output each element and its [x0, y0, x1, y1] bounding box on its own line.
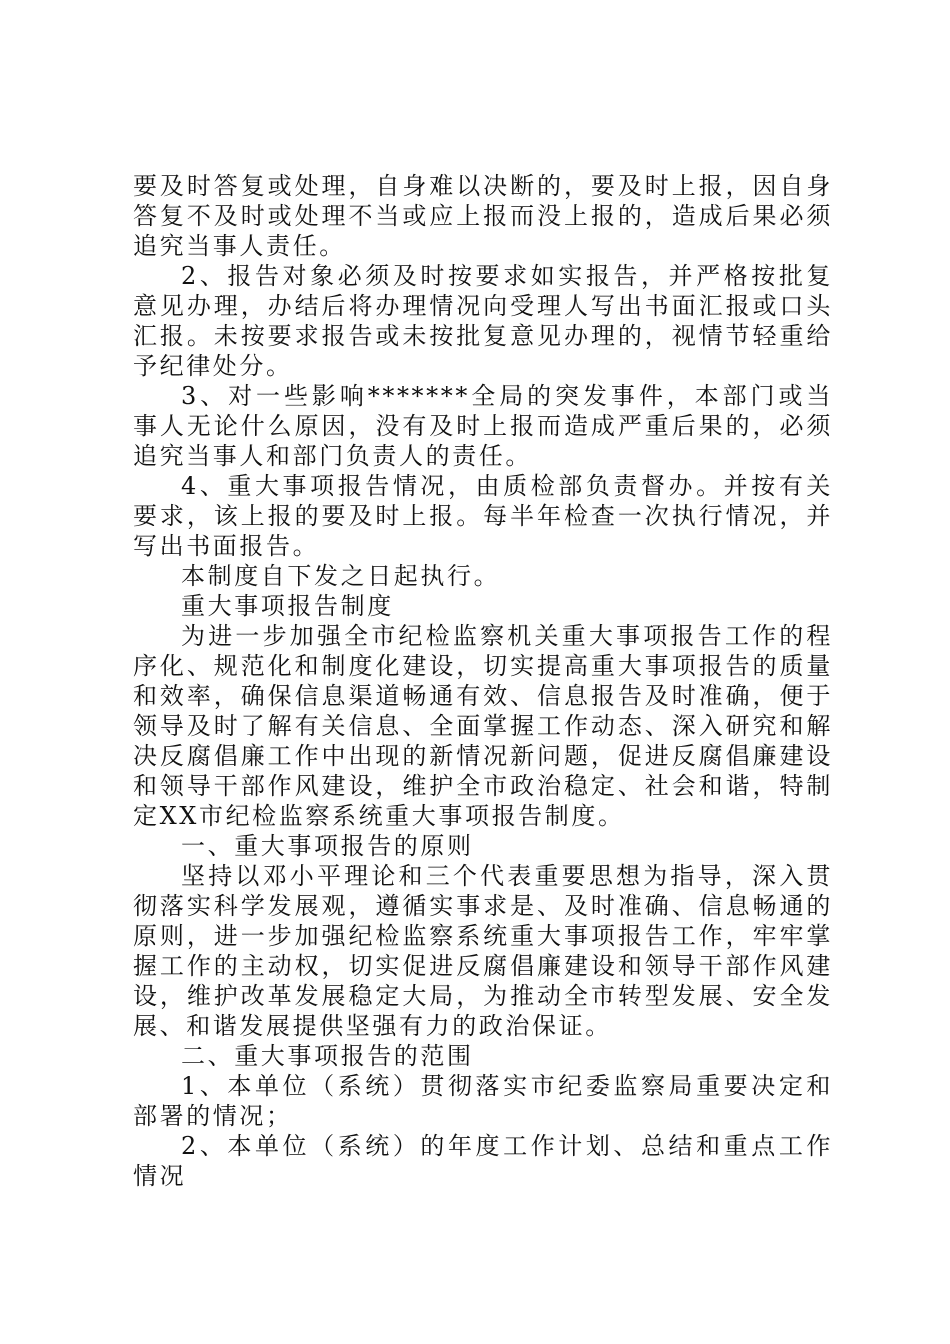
paragraph-scope-item-1: 1、本单位（系统）贯彻落实市纪委监察局重要决定和部署的情况； [133, 1072, 833, 1130]
paragraph-intro: 为进一步加强全市纪检监察机关重大事项报告工作的程序化、规范化和制度化建设，切实提高重大事项报告的质量和效率，确保信息渠道畅通有效、信息报告及时准确，便于领导及时了解有关信息、全面掌握工作动态、深入研究和解决反腐倡廉工作中出现的新情况新问题，促进反腐倡廉建设和领导干部作风建设，维护全市政治稳定、社会和谐，特制定XX市纪检监察系统重大事项报告制度。 [133, 622, 833, 830]
paragraph-continuation: 要及时答复或处理，自身难以决断的，要及时上报，因自身答复不及时或处理不当或应上报而没上报的，造成后果必须追究当事人责任。 [133, 172, 833, 260]
paragraph-item-4: 4、重大事项报告情况，由质检部负责督办。并按有关要求，该上报的要及时上报。每半年检查一次执行情况，并写出书面报告。 [133, 472, 833, 560]
paragraph-scope-item-2: 2、本单位（系统）的年度工作计划、总结和重点工作情况 [133, 1132, 833, 1190]
section-title: 重大事项报告制度 [181, 592, 394, 620]
heading-principles: 一、重大事项报告的原则 [181, 832, 474, 860]
paragraph-item-3: 3、对一些影响*******全局的突发事件，本部门或当事人无论什么原因，没有及时上报而造成严重后果的，必须追究当事人和部门负责人的责任。 [133, 382, 833, 470]
paragraph-effective-date: 本制度自下发之日起执行。 [181, 562, 501, 590]
paragraph-item-2: 2、报告对象必须及时按要求如实报告，并严格按批复意见办理，办结后将办理情况向受理人写出书面汇报或口头汇报。未按要求报告或未按批复意见办理的，视情节轻重给予纪律处分。 [133, 262, 833, 380]
paragraph-principles: 坚持以邓小平理论和三个代表重要思想为指导，深入贯彻落实科学发展观，遵循实事求是、及时准确、信息畅通的原则，进一步加强纪检监察系统重大事项报告工作，牢牢掌握工作的主动权，切实促进反腐倡廉建设和领导干部作风建设，维护改革发展稳定大局，为推动全市转型发展、安全发展、和谐发展提供坚强有力的政治保证。 [133, 862, 833, 1040]
document-page [133, 171, 833, 1191]
heading-scope: 二、重大事项报告的范围 [181, 1042, 474, 1070]
